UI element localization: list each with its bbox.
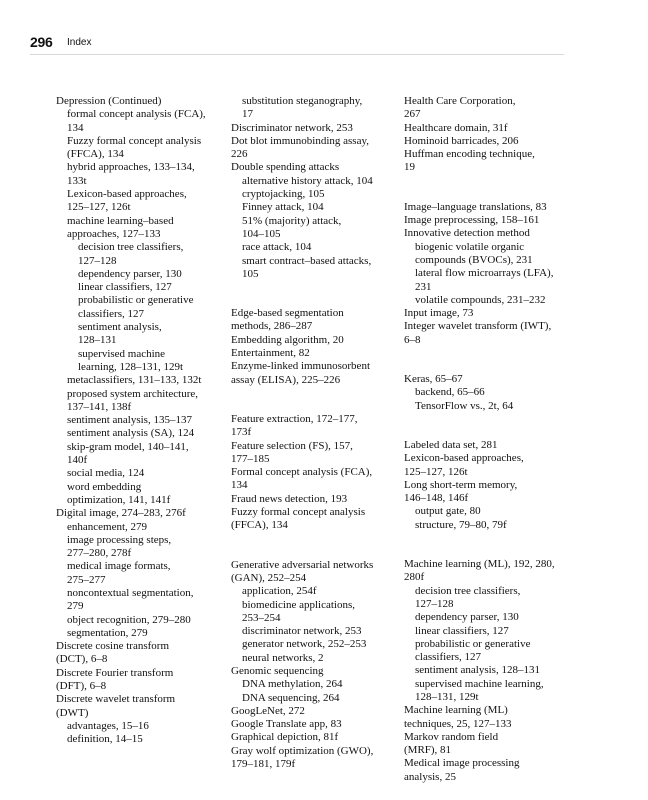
index-entry: classifiers, 127	[415, 651, 481, 664]
index-entry: 17	[242, 108, 253, 121]
index-entry: linear classifiers, 127	[415, 624, 509, 637]
index-entry: Feature selection (FS), 157,	[231, 439, 353, 452]
letter-group-gap	[404, 347, 574, 373]
index-entry: definition, 14–15	[67, 733, 143, 746]
index-entry: sentiment analysis, 128–131	[415, 664, 540, 677]
index-entry: object recognition, 279–280	[67, 613, 191, 626]
index-entry: 140f	[67, 454, 88, 467]
index-entry: Hominoid barricades, 206	[404, 134, 519, 147]
index-entry: Enzyme-linked immunosorbent	[231, 360, 370, 373]
index-entry: techniques, 25, 127–133	[404, 717, 512, 730]
index-entry: Genomic sequencing	[231, 664, 324, 677]
letter-group-gap	[231, 533, 401, 559]
index-entry: Discrete cosine transform	[56, 640, 170, 653]
index-entry: enhancement, 279	[67, 520, 148, 533]
index-entry: analysis, 25	[404, 770, 456, 783]
index-entry: Keras, 65–67	[404, 373, 463, 386]
index-entry: alternative history attack, 104	[242, 174, 373, 187]
index-entry: approaches, 127–133	[67, 227, 161, 240]
index-entry: Huffman encoding technique,	[404, 148, 535, 161]
index-entry: (GAN), 252–254	[231, 571, 307, 584]
letter-group-gap	[231, 387, 401, 413]
page-number: 296	[30, 34, 53, 50]
index-entry: Fuzzy formal concept analysis	[231, 506, 366, 519]
letter-group-gap	[404, 175, 574, 201]
index-entry: compounds (BVOCs), 231	[415, 253, 533, 266]
index-entry: Embedding algorithm, 20	[231, 333, 344, 346]
index-entry: GoogLeNet, 272	[231, 704, 305, 717]
letter-group-gap	[231, 281, 401, 307]
index-entry: 19	[404, 161, 415, 174]
index-column-2	[231, 95, 401, 771]
index-entry: Machine learning (ML)	[404, 704, 508, 717]
index-entry: 128–131	[78, 334, 117, 347]
index-entry: neural networks, 2	[242, 651, 324, 664]
index-entry: Discrete Fourier transform	[56, 666, 174, 679]
index-entry: hybrid approaches, 133–134,	[67, 161, 195, 174]
index-entry: volatile compounds, 231–232	[415, 293, 546, 306]
index-entry: race attack, 104	[242, 241, 312, 254]
index-entry: 277–280, 278f	[67, 547, 132, 560]
index-column-3	[404, 95, 574, 784]
index-entry: 125–127, 126t	[67, 201, 131, 214]
index-entry: Dot blot immunobinding assay,	[231, 134, 370, 147]
index-entry: DNA methylation, 264	[242, 678, 343, 691]
index-entry: 231	[415, 280, 432, 293]
letter-group-gap	[404, 413, 574, 439]
index-entry: 104–105	[242, 227, 281, 240]
index-entry: supervised machine	[78, 347, 166, 360]
index-entry: segmentation, 279	[67, 626, 148, 639]
index-entry: sentiment analysis, 135–137	[67, 414, 192, 427]
index-entry: 134	[231, 479, 248, 492]
index-entry: 137–141, 138f	[67, 400, 132, 413]
index-entry: 127–128	[415, 597, 454, 610]
running-header	[30, 34, 564, 55]
index-entry: linear classifiers, 127	[78, 281, 172, 294]
section-label: Index	[67, 37, 92, 48]
index-entry: Graphical depiction, 81f	[231, 731, 339, 744]
index-entry: Healthcare domain, 31f	[404, 121, 508, 134]
index-entry: sentiment analysis (SA), 124	[67, 427, 195, 440]
index-entry: 134	[67, 121, 84, 134]
index-entry: Digital image, 274–283, 276f	[56, 507, 186, 520]
index-entry: proposed system architecture,	[67, 387, 199, 400]
index-entry: 267	[404, 108, 421, 121]
index-entry: cryptojacking, 105	[242, 188, 325, 201]
index-entry: Machine learning (ML), 192, 280,	[404, 558, 555, 571]
index-entry: Lexicon-based approaches,	[404, 452, 524, 465]
index-entry: (DWT)	[56, 706, 89, 719]
index-entry: 279	[67, 600, 84, 613]
index-entry: Long short-term memory,	[404, 478, 518, 491]
letter-group-gap	[404, 532, 574, 558]
index-entry: Image–language translations, 83	[404, 200, 547, 213]
index-entry: biogenic volatile organic	[415, 240, 525, 253]
index-entry: Depression (Continued)	[56, 95, 162, 107]
index-entry: Integer wavelet transform (IWT),	[404, 320, 552, 333]
index-entry: Medical image processing	[404, 757, 520, 770]
index-entry: learning, 128–131, 129t	[78, 360, 184, 373]
index-entry: 275–277	[67, 573, 106, 586]
index-entry: 125–127, 126t	[404, 465, 468, 478]
index-entry: lateral flow microarrays (LFA),	[415, 267, 554, 280]
index-entry: Discrete wavelet transform	[56, 693, 176, 706]
index-entry: backend, 65–66	[415, 386, 485, 399]
index-entry: (DFT), 6–8	[56, 680, 107, 693]
index-entry: dependency parser, 130	[78, 267, 182, 280]
index-entry: probabilistic or generative	[78, 294, 194, 307]
index-entry: generator network, 252–253	[242, 638, 367, 651]
index-entry: medical image formats,	[67, 560, 171, 573]
index-entry: discriminator network, 253	[242, 625, 362, 638]
index-entry: classifiers, 127	[78, 307, 144, 320]
index-entry: Double spending attacks	[231, 161, 340, 174]
index-entry: metaclassifiers, 131–133, 132t	[67, 374, 202, 387]
index-entry: Markov random field	[404, 730, 499, 743]
index-entry: Generative adversarial networks	[231, 558, 374, 571]
index-entry: skip-gram model, 140–141,	[67, 440, 189, 453]
index-entry: 51% (majority) attack,	[242, 214, 342, 227]
index-entry: formal concept analysis (FCA),	[67, 108, 206, 121]
index-entry: Feature extraction, 172–177,	[231, 412, 358, 425]
index-entry: Entertainment, 82	[231, 347, 310, 360]
index-entry: Health Care Corporation,	[404, 95, 516, 107]
index-entry: probabilistic or generative	[415, 637, 531, 650]
index-entry: assay (ELISA), 225–226	[231, 373, 341, 386]
index-entry: Lexicon-based approaches,	[67, 188, 187, 201]
index-entry: Innovative detection method	[404, 227, 530, 240]
index-entry: (MRF), 81	[404, 744, 452, 757]
index-entry: Discriminator network, 253	[231, 121, 353, 134]
index-entry: noncontextual segmentation,	[67, 586, 194, 599]
index-entry: application, 254f	[242, 585, 317, 598]
index-entry: advantages, 15–16	[67, 719, 149, 732]
index-entry: machine learning–based	[67, 214, 174, 227]
index-entry: optimization, 141, 141f	[67, 493, 171, 506]
index-entry: sentiment analysis,	[78, 321, 162, 334]
index-entry: 6–8	[404, 333, 421, 346]
index-entry: decision tree classifiers,	[415, 584, 521, 597]
index-entry: substitution steganography,	[242, 95, 363, 107]
index-entry: Labeled data set, 281	[404, 438, 498, 451]
index-entry: DNA sequencing, 264	[242, 691, 340, 704]
index-entry: (DCT), 6–8	[56, 653, 108, 666]
index-entry: 253–254	[242, 611, 281, 624]
index-entry: Input image, 73	[404, 307, 474, 320]
index-entry: 226	[231, 148, 248, 161]
index-entry: decision tree classifiers,	[78, 241, 184, 254]
index-entry: supervised machine learning,	[415, 677, 544, 690]
index-entry: social media, 124	[67, 467, 145, 480]
index-entry: Edge-based segmentation	[231, 307, 344, 320]
index-entry: word embedding	[67, 480, 142, 493]
index-entry: 133t	[67, 174, 87, 187]
index-entry: 179–181, 179f	[231, 758, 296, 771]
index-entry: (FFCA), 134	[231, 519, 288, 532]
index-entry: 146–148, 146f	[404, 492, 469, 505]
index-entry: biomedicine applications,	[242, 598, 356, 611]
index-entry: 280f	[404, 571, 425, 584]
index-entry: Google Translate app, 83	[231, 718, 342, 731]
index-entry: Gray wolf optimization (GWO),	[231, 744, 374, 757]
index-entry: Formal concept analysis (FCA),	[231, 466, 373, 479]
index-entry: smart contract–based attacks,	[242, 254, 372, 267]
index-entry: methods, 286–287	[231, 320, 313, 333]
index-entry: image processing steps,	[67, 533, 172, 546]
index-entry: Fuzzy formal concept analysis	[67, 134, 202, 147]
index-column-1	[56, 95, 232, 747]
index-entry: dependency parser, 130	[415, 611, 519, 624]
index-entry: TensorFlow vs., 2t, 64	[415, 399, 514, 412]
index-entry: Fraud news detection, 193	[231, 492, 348, 505]
index-entry: 105	[242, 267, 259, 280]
index-entry: 173f	[231, 426, 252, 439]
index-entry: output gate, 80	[415, 505, 481, 518]
index-entry: Finney attack, 104	[242, 201, 324, 214]
index-entry: Image preprocessing, 158–161	[404, 214, 540, 227]
index-entry: structure, 79–80, 79f	[415, 518, 507, 531]
index-entry: 127–128	[78, 254, 117, 267]
index-entry: 128–131, 129t	[415, 690, 479, 703]
index-entry: (FFCA), 134	[67, 148, 124, 161]
index-entry: 177–185	[231, 452, 270, 465]
